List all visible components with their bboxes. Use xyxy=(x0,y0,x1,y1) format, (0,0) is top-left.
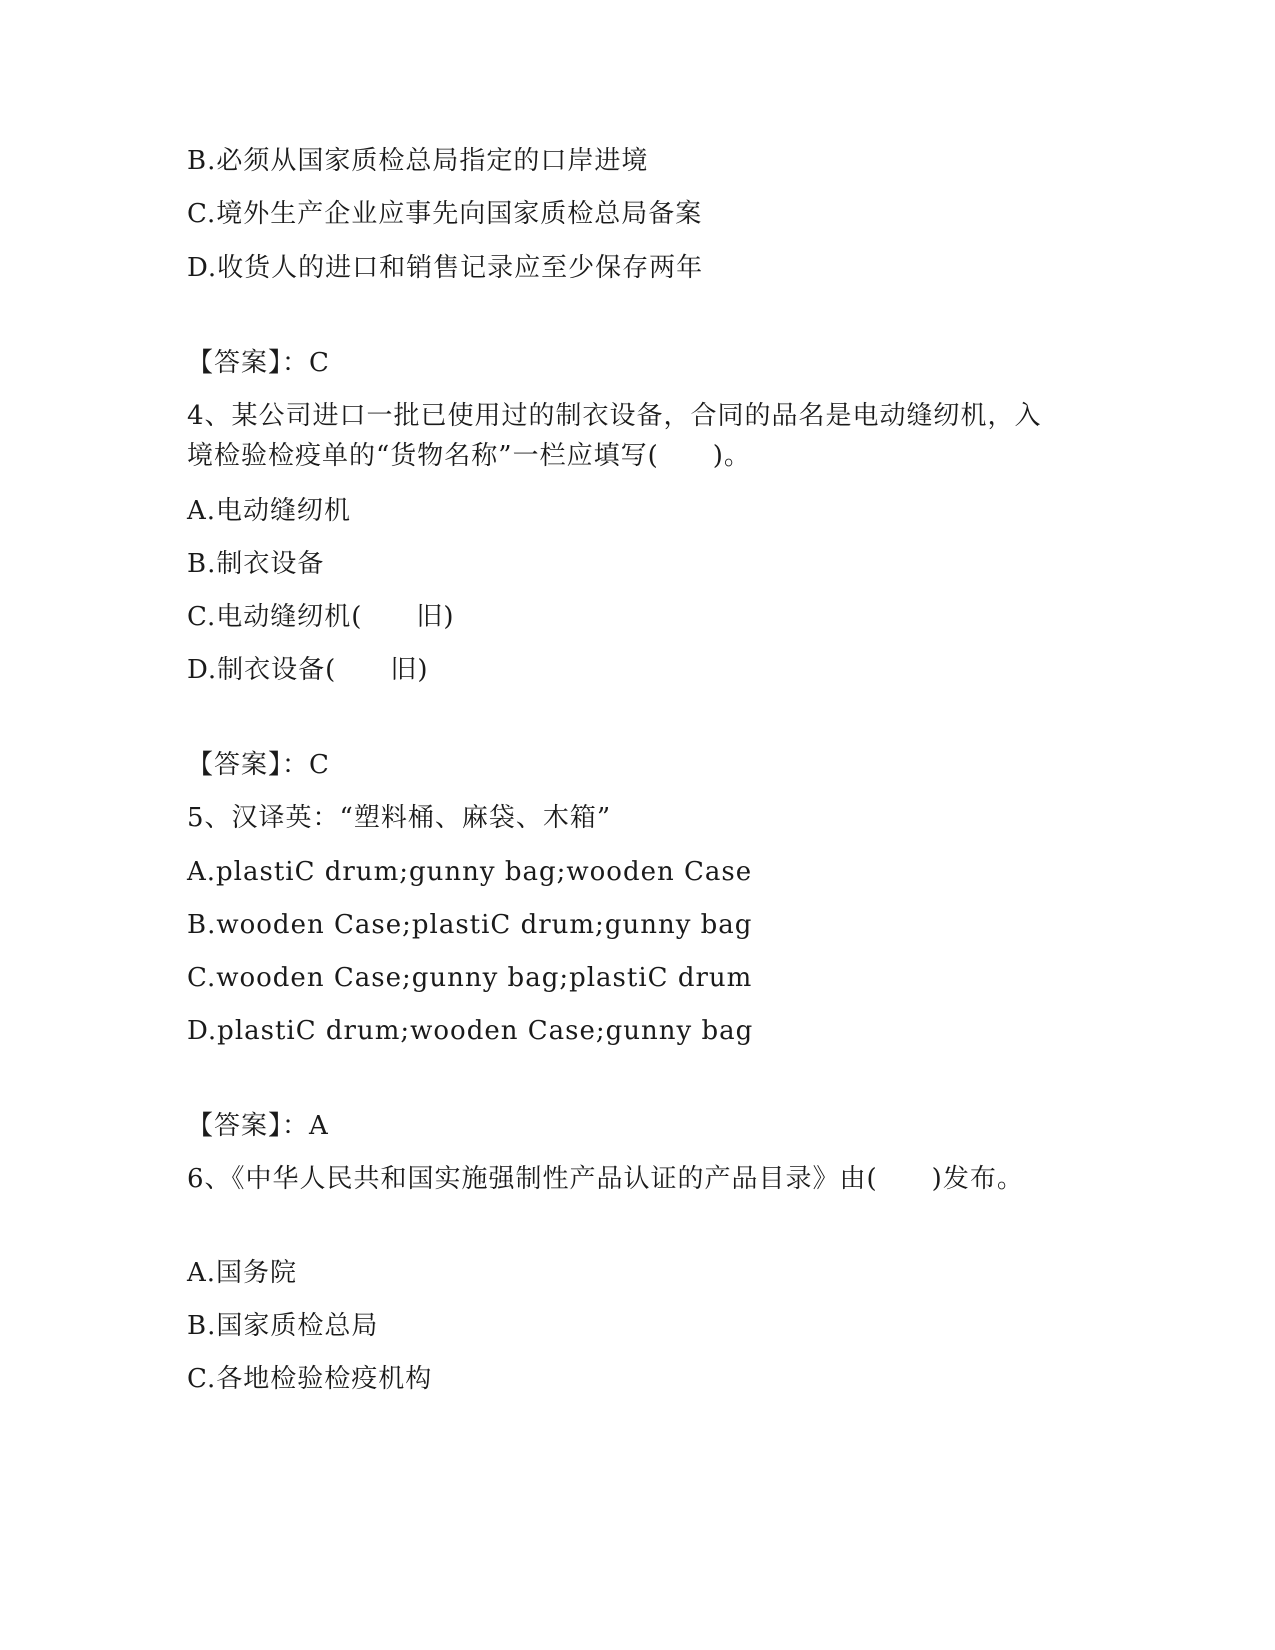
q4-option-a: A.电动缝纫机 xyxy=(187,496,352,526)
q6-option-a: A.国务院 xyxy=(187,1258,298,1288)
q6-option-c: C.各地检验检疫机构 xyxy=(187,1364,433,1394)
q4-option-d: D.制衣设备( 旧) xyxy=(187,655,429,685)
q4-option-b: B.制衣设备 xyxy=(187,549,325,579)
q5-option-d: D.plastiC drum;wooden Case;gunny bag xyxy=(187,1016,754,1046)
q3-option-c: C.境外生产企业应事先向国家质检总局备案 xyxy=(187,199,703,229)
q5-question: 5、汉译英：“塑料桶、麻袋、木箱” xyxy=(187,803,612,833)
q5-answer: 【答案】：A xyxy=(187,1111,329,1141)
q6-option-b: B.国家质检总局 xyxy=(187,1311,379,1341)
q4-option-c: C.电动缝纫机( 旧) xyxy=(187,602,455,632)
q4-answer: 【答案】：C xyxy=(187,750,330,780)
q3-option-d: D.收货人的进口和销售记录应至少保存两年 xyxy=(187,253,704,283)
q5-option-b: B.wooden Case;plastiC drum;gunny bag xyxy=(187,910,753,940)
q3-option-b: B.必须从国家质检总局指定的口岸进境 xyxy=(187,146,649,176)
q3-answer: 【答案】：C xyxy=(187,348,330,378)
q5-option-a: A.plastiC drum;gunny bag;wooden Case xyxy=(187,857,753,887)
q4-question: 4、某公司进口一批已使用过的制衣设备，合同的品名是电动缝纫机，入境检验检疫单的“货物名称”一栏应填写( )。 xyxy=(187,401,1042,471)
q5-option-c: C.wooden Case;gunny bag;plastiC drum xyxy=(187,963,753,993)
q6-question: 6、《中华人民共和国实施强制性产品认证的产品目录》由( )发布。 xyxy=(187,1164,1024,1194)
